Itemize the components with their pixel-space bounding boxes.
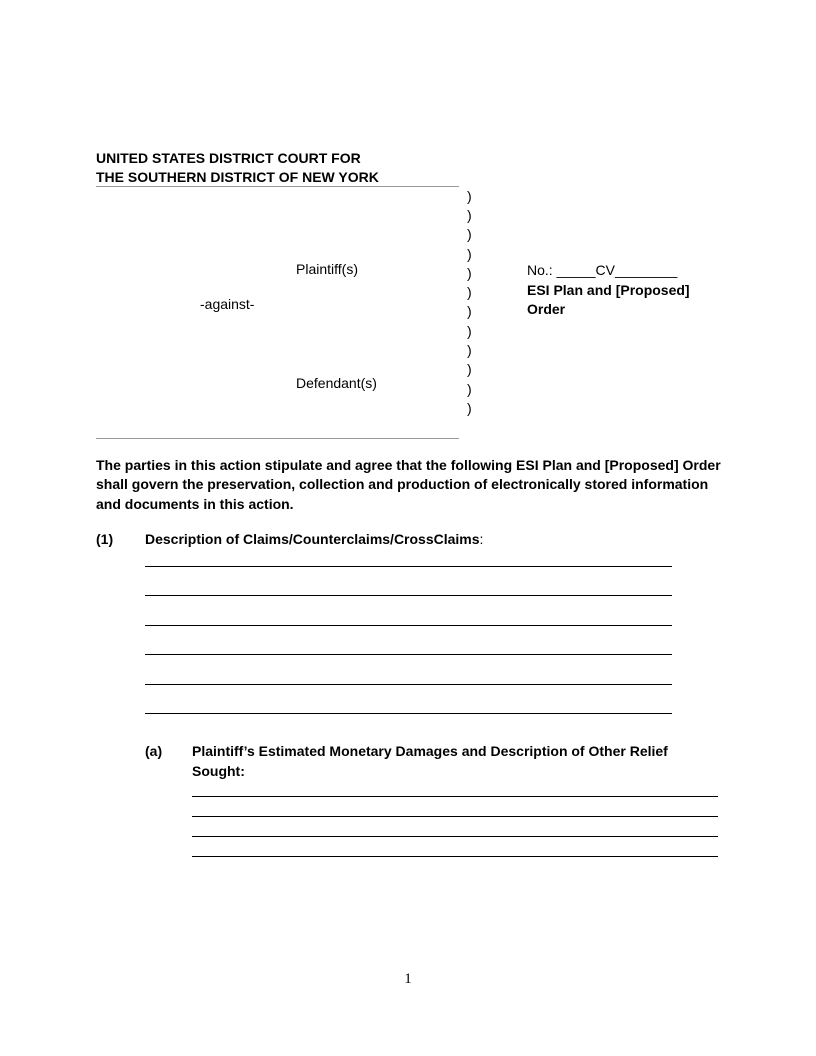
caption-top-rule xyxy=(96,186,459,187)
section-1a-blank-line[interactable] xyxy=(192,816,718,817)
document-title-line-2: Order xyxy=(527,301,566,317)
section-1a-heading-line-2: Sought: xyxy=(192,763,245,779)
caption-paren: ) xyxy=(467,284,472,300)
section-1a-blank-line[interactable] xyxy=(192,796,718,797)
section-1-blank-line[interactable] xyxy=(145,595,672,596)
caption-paren: ) xyxy=(467,400,472,416)
case-number: No.: _____CV________ xyxy=(527,262,678,278)
court-name-line-1: UNITED STATES DISTRICT COURT FOR xyxy=(96,150,361,166)
caption-paren: ) xyxy=(467,361,472,377)
caption-bottom-rule xyxy=(96,438,459,439)
section-1-blank-line[interactable] xyxy=(145,654,672,655)
section-1a-heading-line-1: Plaintiff’s Estimated Monetary Damages and Description of Other Relief xyxy=(192,743,668,759)
caption-paren: ) xyxy=(467,188,472,204)
intro-line-2: shall govern the preservation, collection and production of electronically stored information xyxy=(96,476,709,492)
section-1-blank-line[interactable] xyxy=(145,684,672,685)
section-1-heading-text: Description of Claims/Counterclaims/CrossClaims xyxy=(145,531,480,547)
caption-paren: ) xyxy=(467,246,472,262)
section-1-heading-colon: : xyxy=(479,531,484,547)
court-name-line-2: THE SOUTHERN DISTRICT OF NEW YORK xyxy=(96,169,379,185)
caption-paren: ) xyxy=(467,323,472,339)
section-1a-blank-line[interactable] xyxy=(192,836,718,837)
section-1-blank-line[interactable] xyxy=(145,713,672,714)
caption-paren: ) xyxy=(467,226,472,242)
caption-paren: ) xyxy=(467,303,472,319)
caption-paren: ) xyxy=(467,265,472,281)
intro-line-1: The parties in this action stipulate and agree that the following ESI Plan and [Proposed] Order xyxy=(96,457,721,473)
document-title-line-1: ESI Plan and [Proposed] xyxy=(527,282,690,298)
section-1a-blank-line[interactable] xyxy=(192,856,718,857)
caption-paren: ) xyxy=(467,207,472,223)
section-1-heading xyxy=(145,530,483,549)
page-number: 1 xyxy=(404,971,412,987)
defendant-label: Defendant(s) xyxy=(296,375,377,391)
section-1-blank-line[interactable] xyxy=(145,566,672,567)
intro-line-3: and documents in this action. xyxy=(96,496,294,512)
section-1a-number: (a) xyxy=(145,743,163,759)
section-1-blank-line[interactable] xyxy=(145,625,672,626)
against-label: -against- xyxy=(200,296,255,312)
caption-paren: ) xyxy=(467,342,472,358)
section-1-number: (1) xyxy=(96,531,114,547)
plaintiff-label: Plaintiff(s) xyxy=(296,261,358,277)
caption-paren: ) xyxy=(467,381,472,397)
